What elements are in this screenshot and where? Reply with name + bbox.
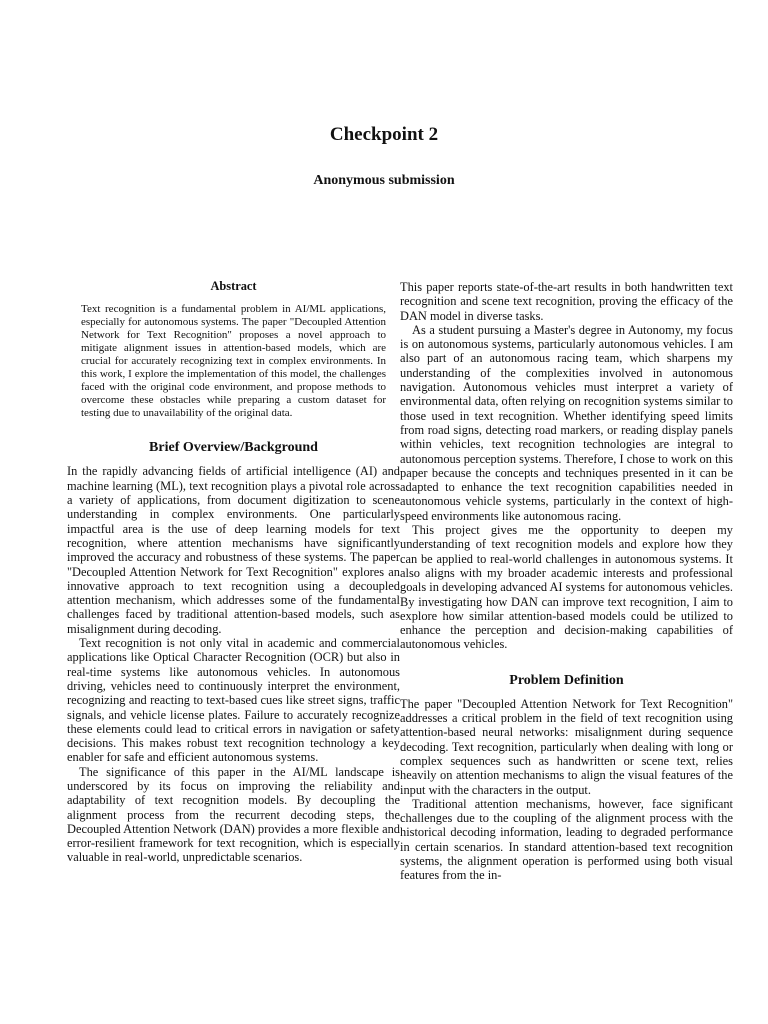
abstract-text: Text recognition is a fundamental problem in AI/ML applications, especially for autonomous systems. The paper "Decoupled Attention Network for Text Recognition" proposes a novel approach to mitigate alignment issues in attention-based models, which are crucial for accurately recognizing text in complex environments. In this work, I explore the implementation of this model, the challenges faced with the original code environment, and propose methods to overcome these obstacles while preparing a custom dataset for testing due to unavailability of the original data. bbox=[81, 303, 386, 419]
paper-title: Checkpoint 2 bbox=[329, 124, 439, 145]
paragraph: This project gives me the opportunity to deepen my understanding of text recognition models and explore how they can be applied to real-world challenges in autonomous systems. It also aligns with my broader academic interests and professional goals in developing advanced AI systems for autonomous vehicles. By investigating how DAN can improve text recognition, I aim to explore how similar attention-based models could be utilized to enhance the perception and decision-making capabilities of autonomous vehicles. bbox=[400, 523, 733, 652]
paragraph: This paper reports state-of-the-art results in both handwritten text recognition and scene text recognition, proving the efficacy of the DAN model in diverse tasks. bbox=[400, 280, 733, 323]
paragraph: In the rapidly advancing fields of artificial intelligence (AI) and machine learning (ML), text recognition plays a pivotal role across a variety of applications, from document digitization to scene understanding in complex environments. One particularly impactful area is the use of deep learning models for text recognition, where attention mechanisms have significantly improved the accuracy and robustness of these systems. The paper "Decoupled Attention Network for Text Recognition" explores an innovative approach to text recognition using a decoupled attention mechanism, which addresses some of the fundamental challenges faced by traditional attention-based models, such as misalignment during decoding. bbox=[67, 464, 400, 636]
paragraph: As a student pursuing a Master's degree in Autonomy, my focus is on autonomous systems, particularly autonomous vehicles. I am also part of an autonomous racing team, which sharpens my understanding of the complexities involved in autonomous navigation. Autonomous vehicles must interpret a variety of environmental data, often relying on recognition systems similar to those used in text recognition. Whether identifying speed limits from road signs, detecting road markers, or reading display panels within vehicles, text recognition technologies are integral to autonomous perception systems. Therefore, I chose to work on this paper because the concepts and techniques presented in it can be adapted to enhance the text recognition capabilities needed in autonomous vehicle systems, particularly in the context of high-speed environments like autonomous racing. bbox=[400, 322, 733, 523]
left-column bbox=[67, 279, 400, 865]
abstract-heading: Abstract bbox=[210, 279, 257, 293]
paragraph: Text recognition is not only vital in academic and commercial applications like Optical Character Recognition (OCR) but also in real-time systems like autonomous vehicles. In autonomous driving, vehicles need to continuously interpret the environment, recognizing and reacting to text-based cues like street signs, traffic signals, and vehicle license plates. Failure to accurately recognize these elements could lead to critical errors in navigation or safety decisions. This makes robust text recognition technology a key enabler for safe and efficient autonomous systems. bbox=[67, 636, 400, 765]
section-heading-background: Brief Overview/Background bbox=[149, 440, 318, 456]
author-line: Anonymous submission bbox=[313, 173, 455, 188]
paragraph: The paper "Decoupled Attention Network for Text Recognition" addresses a critical problem in the field of text recognition using attention-based neural networks: misalignment during sequence decoding. Text recognition, particularly when dealing with long or complex sequences such as handwritten or scene text, relies heavily on attention mechanisms to align the visual features of the input with the characters in the output. bbox=[400, 696, 733, 797]
right-column bbox=[400, 280, 733, 883]
section-heading-problem: Problem Definition bbox=[509, 672, 624, 688]
paragraph: The significance of this paper in the AI/ML landscape is underscored by its focus on improving the reliability and adaptability of text recognition models. By decoupling the alignment process from the recurrent decoding steps, the Decoupled Attention Network (DAN) provides a more flexible and error-resilient framework for text recognition, which is especially valuable in real-world, unpredictable scenarios. bbox=[67, 764, 400, 865]
paragraph: Traditional attention mechanisms, however, face significant challenges due to the coupling of the alignment process with the historical decoding information, leading to degraded performance in certain scenarios. In standard attention-based text recognition systems, the alignment operation is performed using both visual features from the in- bbox=[400, 796, 733, 883]
